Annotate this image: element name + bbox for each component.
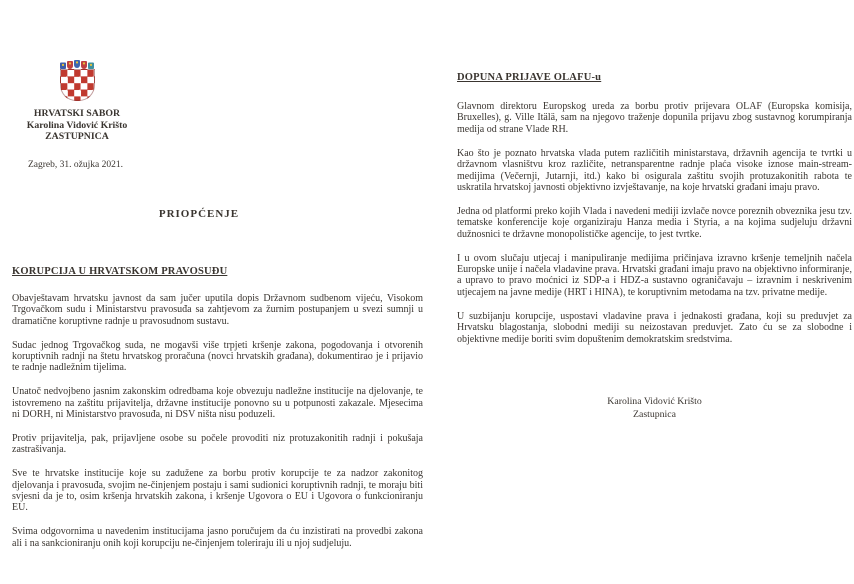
paragraph: Svima odgovornima u navedenim institucijama jasno poručujem da ću inzistirati na provedbi zakona ali i na sankcioniranju onih koji korupciju ne-činjenjem toleriraju ili u njoj sudjeluju. — [12, 526, 423, 549]
signature-name: Karolina Vidović Krišto — [607, 395, 702, 407]
paragraph: Obavještavam hrvatsku javnost da sam jučer uputila dopis Državnom sudbenom vijeću, Visokom Trgovačkom sudu i Ministarstvu pravosuđa sa zahtjevom za žurnim postupanjem u svezi sumnji u dramatične koruptivne radnje u pravosudnom sustavu. — [12, 292, 423, 327]
section-heading-right: DOPUNA PRIJAVE OLAFU-u — [457, 72, 602, 83]
signature-block — [457, 395, 852, 421]
document-title: PRIOPĆENJE — [158, 207, 240, 220]
paragraph: U suzbijanju korupcije, uspostavi vladavine prava i jednakosti građana, koji su preduvjet za Hrvatsku blagostanja, slobodni mediji su neizostavan preduvjet. Zato ću se za slobodne i objektivne medije boriti svim dopuštenim demokratskim sredstvima. — [457, 310, 852, 345]
paragraph: Sudac jednog Trgovačkog suda, ne mogavši više trpjeti kršenje zakona, pogodovanja i otvorenih koruptivnih radnji na štetu hrvatskog proračuna (novci hrvatskih građana), dokumentirao je i prijavio te radnje nadležnim tijelima. — [12, 339, 423, 374]
paragraph: Protiv prijavitelja, pak, prijavljene osobe su počele provoditi niz protuzakonitih radnji i pokušaja zastrašivanja. — [12, 432, 423, 456]
document-page-right — [457, 72, 852, 421]
document-page-left — [12, 60, 423, 562]
paragraph: Unatoč nedvojbeno jasnim zakonskim odredbama koje obvezuju nadležne institucije na djelovanje, te istovremeno na zaštitu prijavitelja, državne institucije ponovno su u potpunosti zakazale. Mjesecima ni DORH, ni Ministarstvo pravosuđa, ni DSV ništa nisu poduzeli. — [12, 386, 423, 421]
paragraph: I u ovom slučaju utjecaj i manipuliranje medijima pričinjava izravno kršenje temeljnih načela Europske unije i načela vladavine prava. Hrvatski građani imaju pravo na objektivno informiranje, a upravo to pravo moćnici iz SDP-a i HDZ-a sustavno ograničavaju – izravnim i neskrivenim utjecajem na javne medije (HRT i HINA), te koruptivnim metodama na tzv. privatne medije. — [457, 252, 852, 298]
paragraph: Kao što je poznato hrvatska vlada putem različitih ministarstava, državnih agencija te tvrtki u državnom vlasništvu kroz različite, netransparentne radnje plaća visoke iznose main-stream-medijima (Večernji, Jutarnji, itd.) kako bi osigurala zaštitu svojih protuzakonitih rabota te uskratila hrvatskoj javnosti objektivno izvještavanje, na koje hrvatski građani imaju pravo. — [457, 147, 852, 193]
coat-of-arms-checkerboard-shield — [60, 69, 95, 101]
coat-of-arms-crown — [60, 60, 94, 68]
letterhead-institution: HRVATSKI SABOR — [33, 108, 121, 119]
letterhead-name: Karolina Vidović Krišto — [26, 119, 128, 131]
croatian-coat-of-arms-icon — [60, 60, 94, 100]
dateline: Zagreb, 31. ožujka 2021. — [28, 159, 123, 170]
signature-role: Zastupnica — [633, 408, 676, 420]
letterhead — [12, 60, 142, 143]
paragraph: Glavnom direktoru Europskog ureda za borbu protiv prijevara OLAF (Europska komisija, Bruxelles), g. Ville Itälä, sam na njegovo traženje dopunila prijavu zbog sustavnog korumpiranja medija od strane Vlade RH. — [457, 101, 852, 135]
letterhead-role: ZASTUPNICA — [45, 131, 109, 143]
section-heading-left: KORUPCIJA U HRVATSKOM PRAVOSUĐU — [12, 265, 228, 277]
paragraph: Jedna od platformi preko kojih Vlada i navedeni mediji izvlače novce poreznih obveznika jesu tzv. tematske konferencije koje organiziraju Hanza media i Styria, a na kojima sudjeluju državni dužnosnici te državne monopolističke agencije, to jest tvrtke. — [457, 205, 852, 240]
paragraph: Sve te hrvatske institucije koje su zadužene za borbu protiv korupcije te za nadzor zakonitog djelovanja i pravosuđa, svojim ne-činjenjem postaju i sami sudionici koruptivnih radnji, te moraju biti svjesni da je to, osim kršenja hrvatskih zakona, i kršenje Ugovora o EU i Ugovora o funkcioniranju EU. — [12, 468, 423, 514]
